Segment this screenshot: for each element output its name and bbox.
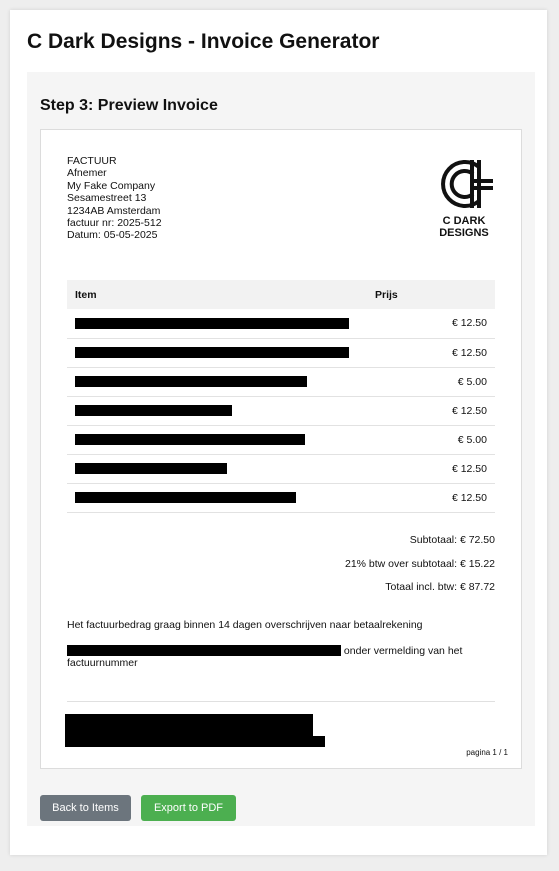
footer-divider [67, 701, 495, 702]
payment-instructions [67, 619, 497, 670]
redacted-item [75, 434, 305, 445]
table-row [67, 454, 495, 483]
table-header-row [67, 280, 495, 309]
invoice-date: Datum: 05-05-2025 [67, 229, 158, 242]
client-street: Sesamestreet 13 [67, 192, 147, 205]
totals [345, 534, 495, 605]
item-price: € 12.50 [367, 309, 495, 338]
redacted-footer [65, 714, 325, 747]
table-row [67, 367, 495, 396]
table-row [67, 396, 495, 425]
header-price: Prijs [367, 280, 495, 309]
logo-mark-icon [436, 155, 494, 213]
company-logo [429, 155, 499, 239]
logo-text-line1: C DARK [442, 215, 486, 227]
step-panel [27, 72, 535, 826]
item-price: € 5.00 [367, 425, 495, 454]
items-table [67, 280, 495, 513]
app-container [10, 10, 547, 855]
redacted-footer-line [65, 736, 325, 747]
redacted-item [75, 405, 232, 416]
table-row [67, 483, 495, 512]
invoice-preview [40, 129, 522, 769]
item-price: € 12.50 [367, 454, 495, 483]
item-price: € 12.50 [367, 338, 495, 367]
client-company: My Fake Company [67, 179, 156, 192]
item-price: € 5.00 [367, 367, 495, 396]
table-row [67, 309, 495, 338]
redacted-account [67, 645, 341, 656]
redacted-item [75, 376, 307, 387]
client-label: Afnemer [67, 167, 107, 180]
table-row [67, 338, 495, 367]
grand-total: Totaal incl. btw: € 87.72 [385, 581, 495, 593]
redacted-item [75, 347, 349, 358]
logo-text-line2: DESIGNS [439, 227, 489, 239]
invoice-heading: FACTUUR [67, 155, 117, 167]
redacted-footer-line [65, 725, 313, 736]
back-to-items-button[interactable]: Back to Items [40, 795, 131, 821]
table-row [67, 425, 495, 454]
vat-amount: 21% btw over subtotaal: € 15.22 [344, 557, 495, 570]
redacted-item [75, 492, 296, 503]
redacted-item [75, 463, 227, 474]
client-city: 1234AB Amsterdam [67, 204, 161, 217]
redacted-footer-line [65, 714, 313, 725]
payment-instruction-text: Het factuurbedrag graag binnen 14 dagen overschrijven naar betaalrekening [67, 619, 423, 631]
redacted-item [75, 318, 349, 329]
invoice-number: factuur nr: 2025-512 [67, 217, 162, 230]
item-price: € 12.50 [367, 396, 495, 425]
step-title: Step 3: Preview Invoice [40, 97, 218, 114]
app-title: C Dark Designs - Invoice Generator [27, 30, 380, 53]
invoice-meta [67, 155, 162, 242]
payment-reference-text: onder vermelding van het factuurnummer [67, 644, 463, 669]
export-pdf-button[interactable]: Export to PDF [141, 795, 236, 821]
header-item: Item [67, 280, 367, 309]
page-number: pagina 1 / 1 [466, 748, 508, 757]
item-price: € 12.50 [367, 483, 495, 512]
subtotal: Subtotaal: € 72.50 [409, 534, 495, 546]
